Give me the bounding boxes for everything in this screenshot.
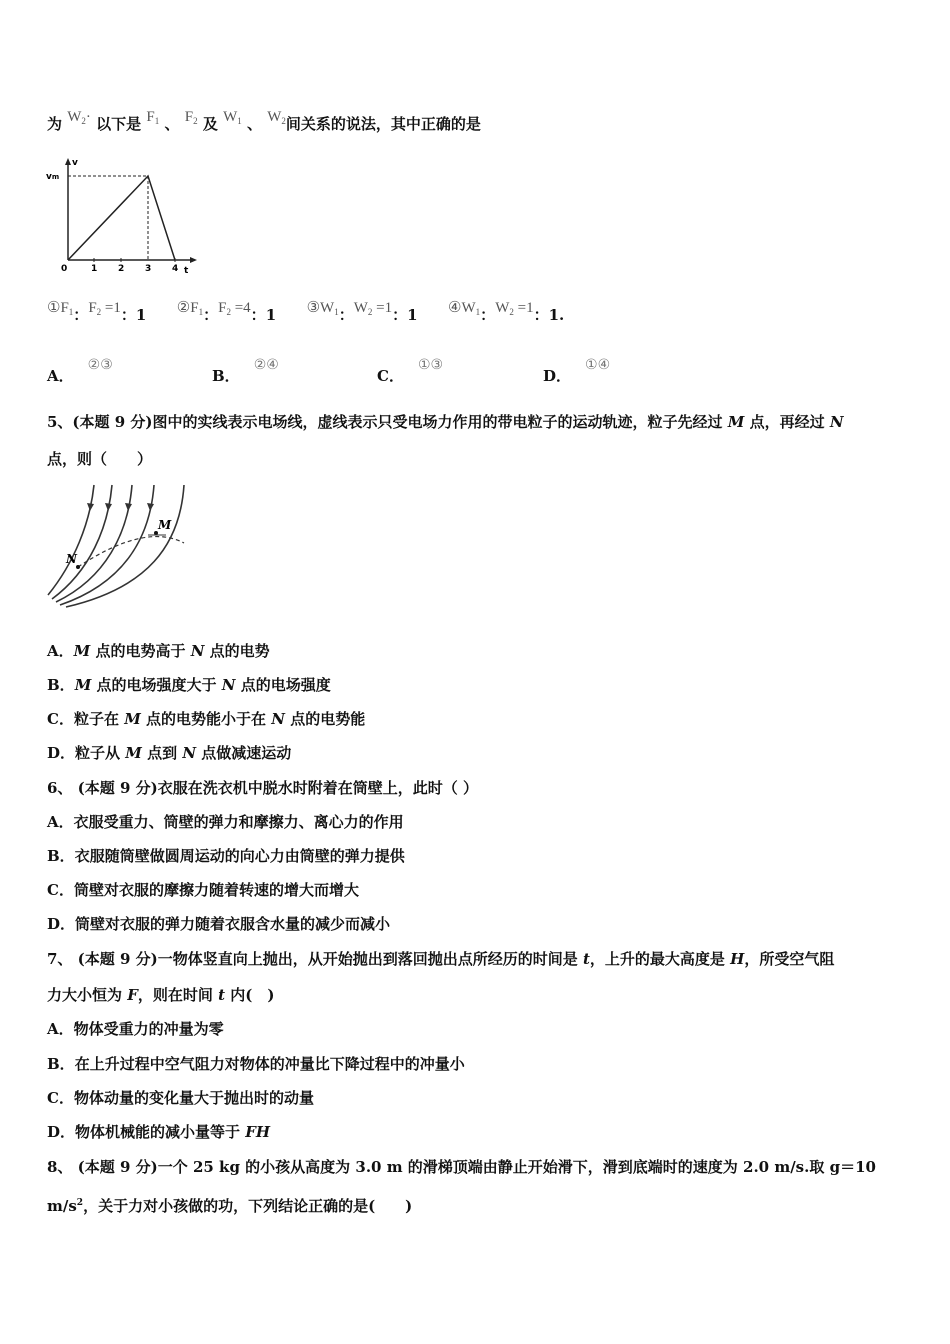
statement-4: $④W_1$：$W_2 =1$：1. xyxy=(448,300,565,324)
statement-1: $①F_1$：$F_2 =1$：1 xyxy=(47,300,147,324)
q5-option-d[interactable]: D．粒子从 M 点到 N 点做减速运动 xyxy=(47,744,292,762)
field-lines-figure xyxy=(44,483,194,608)
q5-option-a[interactable]: A．M 点的电势高于 N 点的电势 xyxy=(47,642,270,660)
q5-stem-line2: 点，则（ ） xyxy=(47,450,153,468)
q7-option-c[interactable]: C．物体动量的变化量大于抛出时的动量 xyxy=(47,1089,314,1107)
q4-option-b[interactable]: B．②④ xyxy=(212,357,279,385)
vt-tick-3: 3 xyxy=(145,264,152,274)
vt-tick-0: 0 xyxy=(61,264,68,274)
field-line-5 xyxy=(66,485,184,607)
w2b-symbol: $W_2$ xyxy=(267,109,286,126)
field-line-4 xyxy=(60,485,154,605)
q5-option-b[interactable]: B．M 点的电场强度大于 N 点的电场强度 xyxy=(47,676,331,694)
field-line-3 xyxy=(56,485,132,602)
vt-vm-label: vm xyxy=(46,172,60,182)
q6-option-c[interactable]: C．筒壁对衣服的摩擦力随着转速的增大而增大 xyxy=(47,881,359,899)
f2-symbol: $F_2$ xyxy=(184,109,198,126)
vt-y-label: v xyxy=(72,158,78,168)
q6-stem: 6、 (本题 9 分)衣服在洗衣机中脱水时附着在筒壁上，此时（ ） xyxy=(47,779,478,797)
vt-y-arrow xyxy=(65,158,71,165)
vt-x-label: t xyxy=(184,266,189,275)
q5-stem-line1: 5、(本题 9 分)图中的实线表示电场线，虚线表示只受电场力作用的带电粒子的运动轨迹，粒子先经过 M 点，再经过 N xyxy=(47,413,844,431)
statement-3: $③W_1$：$W_2 =1$：1 xyxy=(306,300,418,324)
q4-option-c[interactable]: C．①③ xyxy=(377,357,444,385)
vt-tick-1: 1 xyxy=(91,264,98,274)
q6-option-d[interactable]: D．筒壁对衣服的弹力随着衣服含水量的减少而减小 xyxy=(47,915,391,933)
q5-option-c[interactable]: C．粒子在 M 点的电势能小于在 N 点的电势能 xyxy=(47,710,366,728)
vt-curve xyxy=(68,176,175,260)
field-line-2 xyxy=(52,485,112,599)
q7-option-d[interactable]: D．物体机械能的减小量等于 FH xyxy=(47,1123,271,1141)
q8-stem-line1: 8、 (本题 9 分)一个 25 kg 的小孩从高度为 3.0 m 的滑梯顶端由静止开始滑下，滑到底端时的速度为 2.0 m/s.取 g＝10 xyxy=(47,1158,876,1176)
q7-stem-line2: 力大小恒为 F，则在时间 t 内( ) xyxy=(47,986,275,1004)
q4-option-d[interactable]: D．①④ xyxy=(543,357,611,385)
label-N: N xyxy=(66,552,77,566)
statements-line xyxy=(47,300,565,330)
q6-option-b[interactable]: B．衣服随筒壁做圆周运动的向心力由筒壁的弹力提供 xyxy=(47,847,405,865)
q7-option-a[interactable]: A．物体受重力的冲量为零 xyxy=(47,1020,224,1038)
label-M: M xyxy=(158,518,172,532)
w1-symbol: $W_1$ xyxy=(223,109,242,126)
q7-option-b[interactable]: B．在上升过程中空气阻力对物体的冲量比下降过程中的冲量小 xyxy=(47,1055,465,1073)
vt-tick-2: 2 xyxy=(118,264,125,274)
vt-x-arrow xyxy=(190,257,197,263)
field-line-1 xyxy=(48,485,94,595)
vt-graph xyxy=(44,155,204,275)
q4-stem-tail: 为 $W_2\cdot$ 以下是 $F_1$ 、 $F_2$ 及 $W_1$ 、 $W_2$间关系的说法，其中正确的是 xyxy=(47,109,481,133)
q6-option-a[interactable]: A．衣服受重力、筒壁的弹力和摩擦力、离心力的作用 xyxy=(47,813,404,831)
statement-2: $②F_1$：$F_2 =4$：1 xyxy=(176,300,277,324)
q4-option-a[interactable]: A．②③ xyxy=(47,357,113,385)
vt-tick-4: 4 xyxy=(172,264,179,274)
w2-symbol: $W_2\cdot$ xyxy=(67,109,91,126)
q8-stem-line2: $m/s^2$，关于力对小孩做的功，下列结论正确的是( ) xyxy=(47,1197,413,1215)
f1-symbol: $F_1$ xyxy=(146,109,160,126)
q7-stem-line1: 7、 (本题 9 分)一物体竖直向上抛出，从开始抛出到落回抛出点所经历的时间是 t，上升的最大高度是 H，所受空气阻 xyxy=(47,950,835,968)
